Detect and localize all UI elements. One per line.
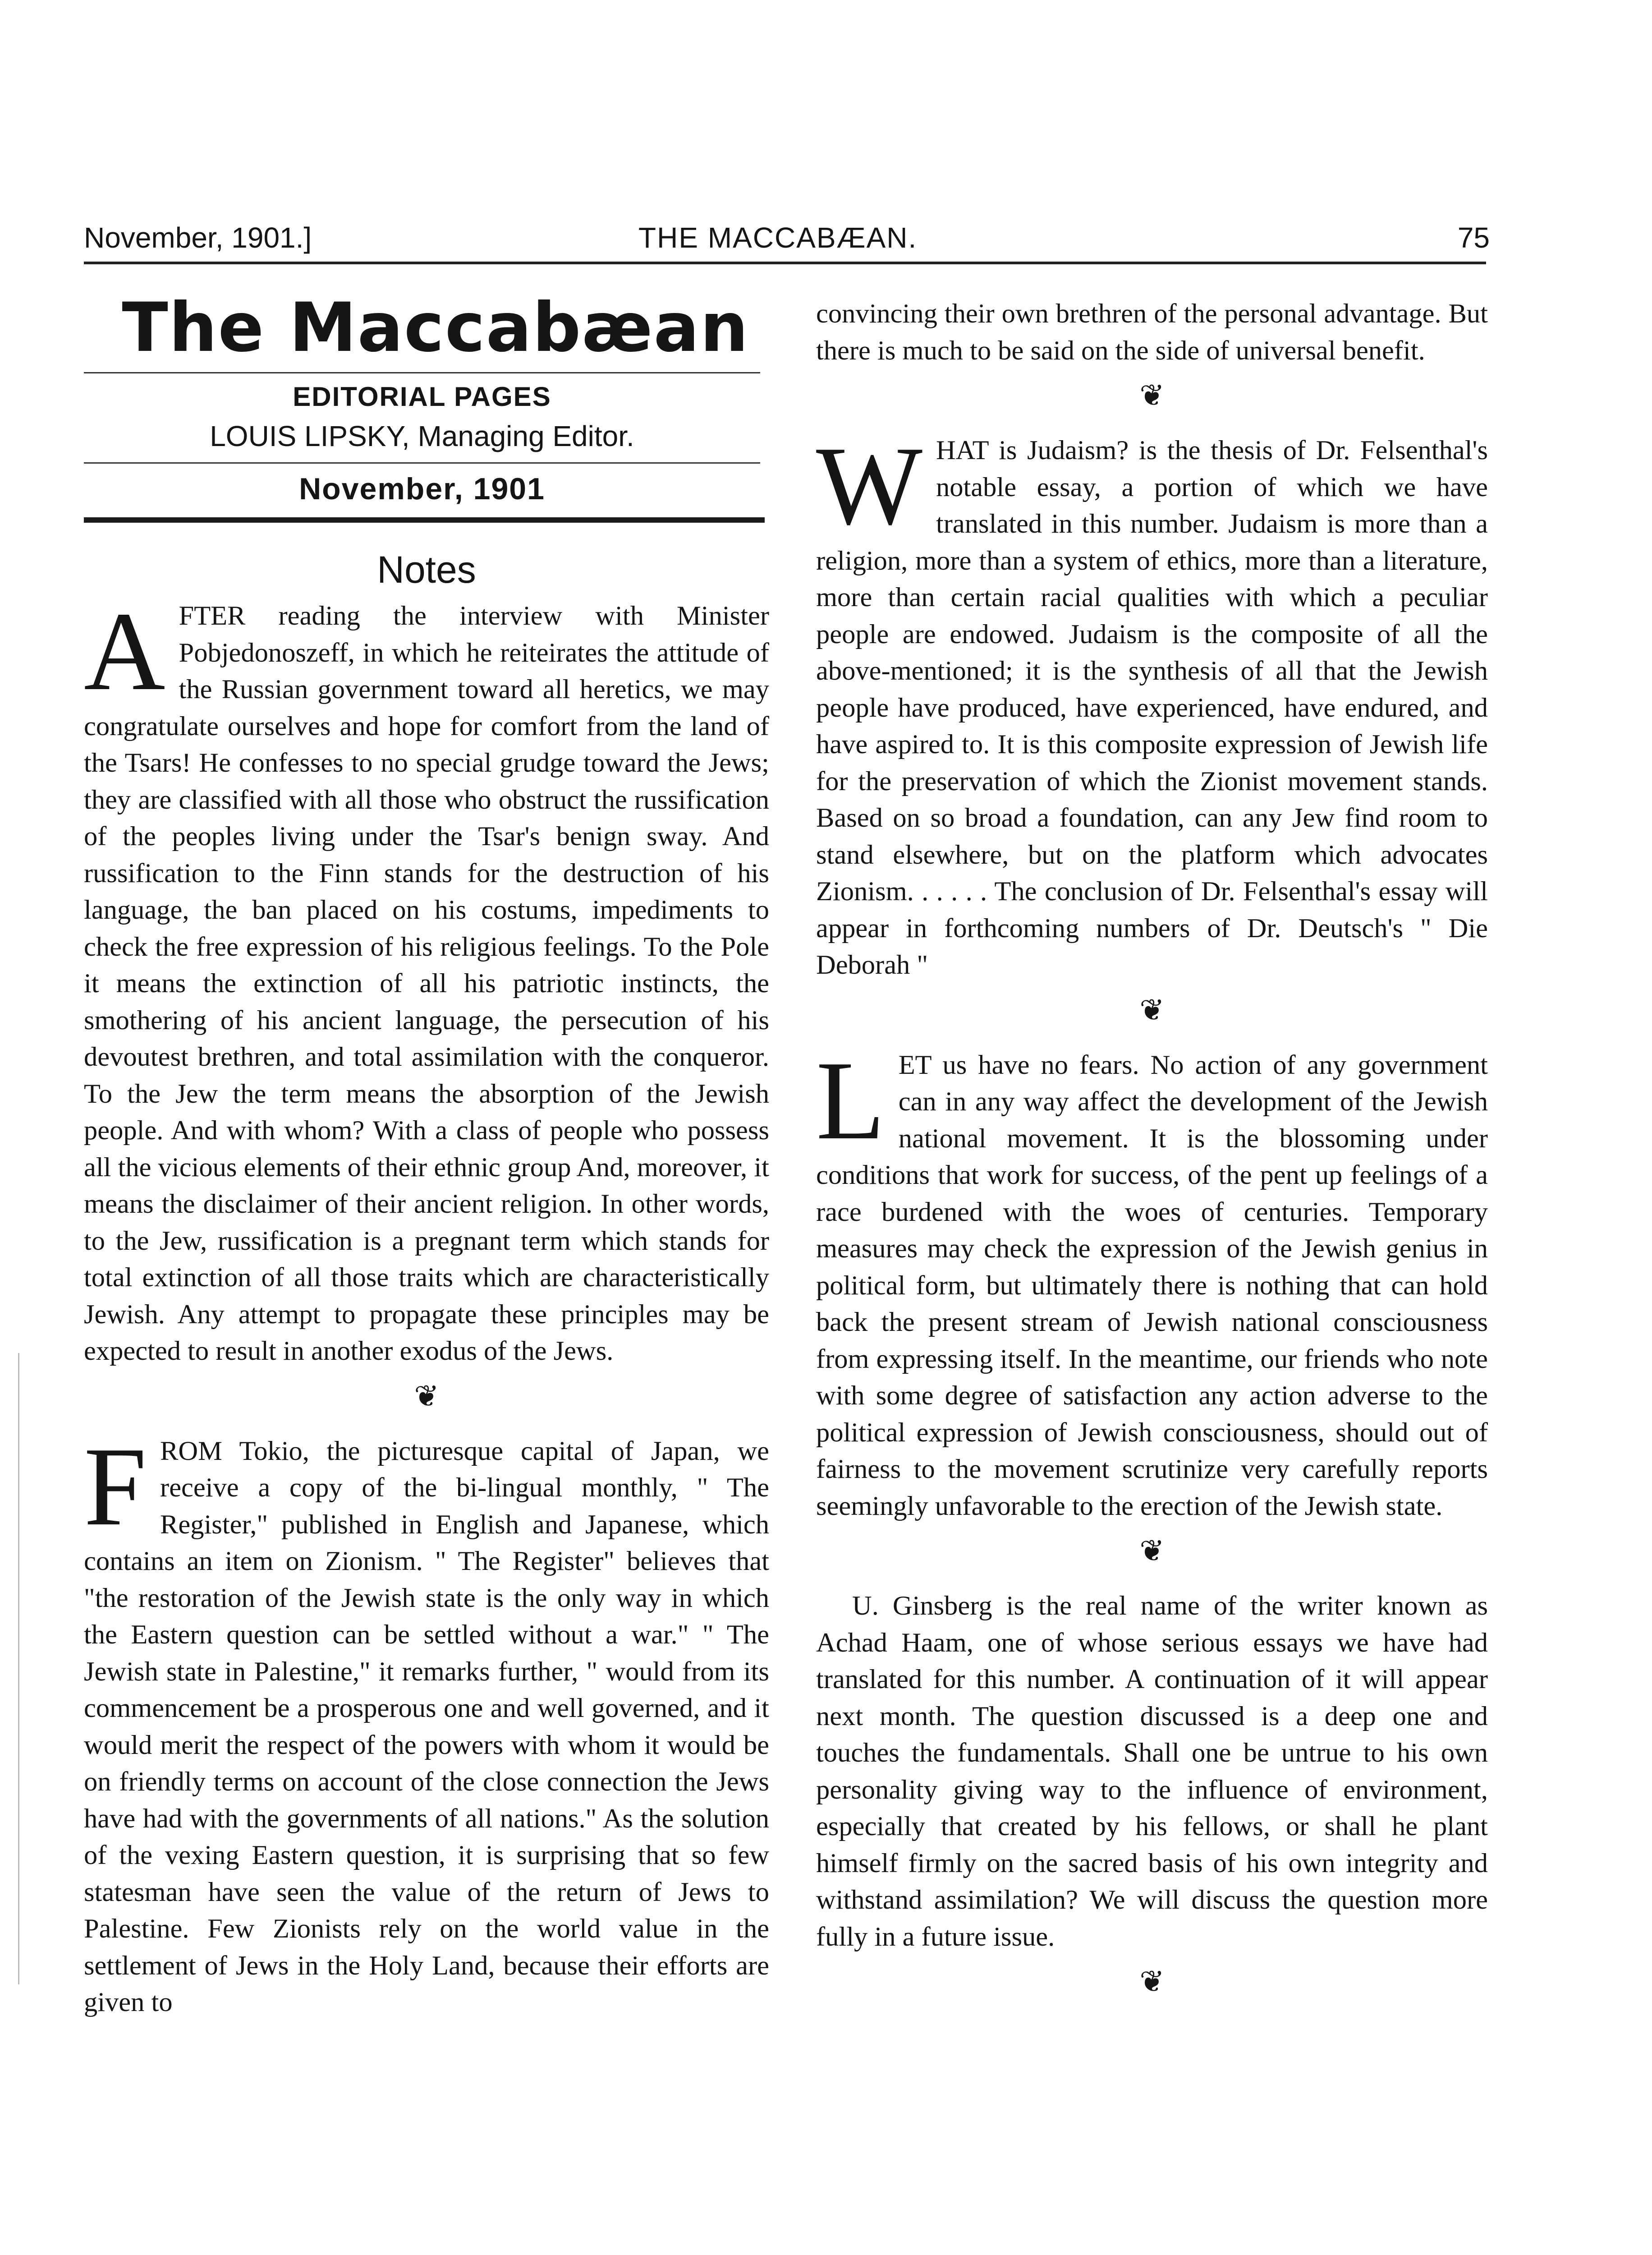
masthead-rule [84, 372, 760, 373]
paragraph-text: FTER reading the interview with Minister Pobjedonoszeff, in which he reiteirates the attitude of the Russian government toward all heretics, we may congratulate ourselves and hope for comfort from the land of the Tsars! He confesses to no special grudge toward the Jews; they are classified with all those who obstruct the russification of the peoples living under the Tsar's benign sway. And russification to the Finn stands for the destruction of his language, the ban placed on his costums, impediments to check the free expression of his religious feelings. To the Pole it means the extinction of all his patriotic instincts, the smothering of his ancient language, the persecution of his devoutest brethren, and total assimilation with the conqueror. To the Jew the term means the absorption of the Jewish people. And with whom? With a class of people who possess all the vicious elements of their ethnic group And, moreover, it means the disclaimer of their ancient religion. In other words, to the Jew, russification is a pregnant term which stands for total extinction of all those traits which are characteristically Jewish. Any attempt to propagate these principles may be expected to result in another exodus of the Jews. [84, 601, 769, 1366]
running-head-rule [84, 262, 1486, 264]
paragraph-text: HAT is Judaism? is the thesis of Dr. Felsenthal's notable essay, a portion of which we have translated in this number. Judaism is more than a religion, more than a system of ethics, more than a literature, more than certain racial qualities with which a peculiar people are endowed. Judaism is the composite of all the above-mentioned; it is the synthesis of all that the Jewish people have produced, have experienced, have endured, and have aspired to. It is this composite expression of Jewish life for the preservation of which the Zionist movement stands. Based on so broad a foundation, can any Jew find room to stand elsewhere, but on the platform which advocates Zionism. . . . . . The conclusion of Dr. Felsenthal's essay will appear in forthcoming numbers of Dr. Deutsch's " Die Deborah " [816, 435, 1488, 980]
page-number: 75 [1457, 221, 1490, 254]
paragraph-text: convincing their own brethren of the personal advantage. But there is much to be said on the side of universal benefit. [816, 299, 1488, 366]
notes-heading: Notes [377, 548, 476, 591]
drop-cap: L [816, 1038, 885, 1163]
left-column [84, 589, 769, 2021]
running-head-title: THE MACCABÆAN. [638, 221, 918, 254]
paragraph-text: ET us have no fears. No action of any government can in any way affect the development of the Jewish national movement. It is the blossoming under conditions that work for success, of the pent up feelings of a race burdened with the woes of centuries. Temporary measures may check the expression of the Jewish genius in political form, but ultimately there is nothing that can hold back the present stream of Jewish national consciousness from expressing itself. In the meantime, our friends who note with some degree of satisfaction any action adverse to the political expression of Jewish consciousness, should out of fairness to the movement scrutinize very carefully reports seemingly unfavorable to the erection of the Jewish state. [816, 1049, 1488, 1521]
masthead-thick-rule [84, 517, 765, 523]
masthead-section: EDITORIAL PAGES [293, 382, 551, 412]
masthead-date: November, 1901 [299, 472, 545, 506]
ornament-icon: ❦ [414, 1380, 439, 1413]
drop-cap: A [84, 589, 165, 714]
paragraph [84, 1424, 769, 2021]
paragraph-text: U. Ginsberg is the real name of the writer known as Achad Haam, one of whose serious essays we have had translated for this number. A continuation of it will appear next month. The question discussed is a deep one and touches the fundamentals. Shall one be untrue to his own personality giving way to the influence of environment, especially that created by his fellows, or shall he plant himself firmly on the sacred basis of his own integrity and withstand assimilation? We will discuss the question more fully in a future issue. [816, 1591, 1488, 1952]
drop-cap: W [816, 423, 922, 548]
paragraph [816, 423, 1488, 984]
ornament-icon: ❦ [1139, 379, 1165, 412]
running-head-date: November, 1901.] [84, 221, 312, 254]
masthead-editor: LOUIS LIPSKY, Managing Editor. [210, 420, 634, 452]
paragraph [816, 1038, 1488, 1525]
ornament-icon: ❦ [1139, 994, 1165, 1027]
paragraph [816, 1588, 1488, 1955]
ornament-icon: ❦ [1139, 1965, 1165, 1998]
masthead-title: The Maccabæan [122, 289, 749, 367]
ornament-icon: ❦ [1139, 1535, 1165, 1568]
right-column [816, 295, 1488, 2018]
paragraph [816, 295, 1488, 369]
scan-margin-mark [18, 1353, 19, 1984]
drop-cap: F [84, 1424, 147, 1549]
masthead-rule [84, 462, 760, 464]
running-head [84, 221, 1490, 262]
paragraph [84, 589, 769, 1370]
paragraph-text: ROM Tokio, the picturesque capital of Japan, we receive a copy of the bi-lingual monthly, " The Register," published in English and Japanese, which contains an item on Zionism. " The Register" believes that "the restoration of the Jewish state is the only way in which the Eastern question can be settled without a war." " The Jewish state in Palestine," it remarks further, " would from its commencement be a prosperous one and well governed, and it would merit the respect of the powers with whom it would be on friendly terms on account of the close connection the Jews have had with the governments of all nations." As the solution of the vexing Eastern question, it is surprising that so few statesman have seen the value of the return of Jews to Palestine. Few Zionists rely on the world value in the settlement of Jews in the Holy Land, because their efforts are given to [84, 1436, 769, 2017]
